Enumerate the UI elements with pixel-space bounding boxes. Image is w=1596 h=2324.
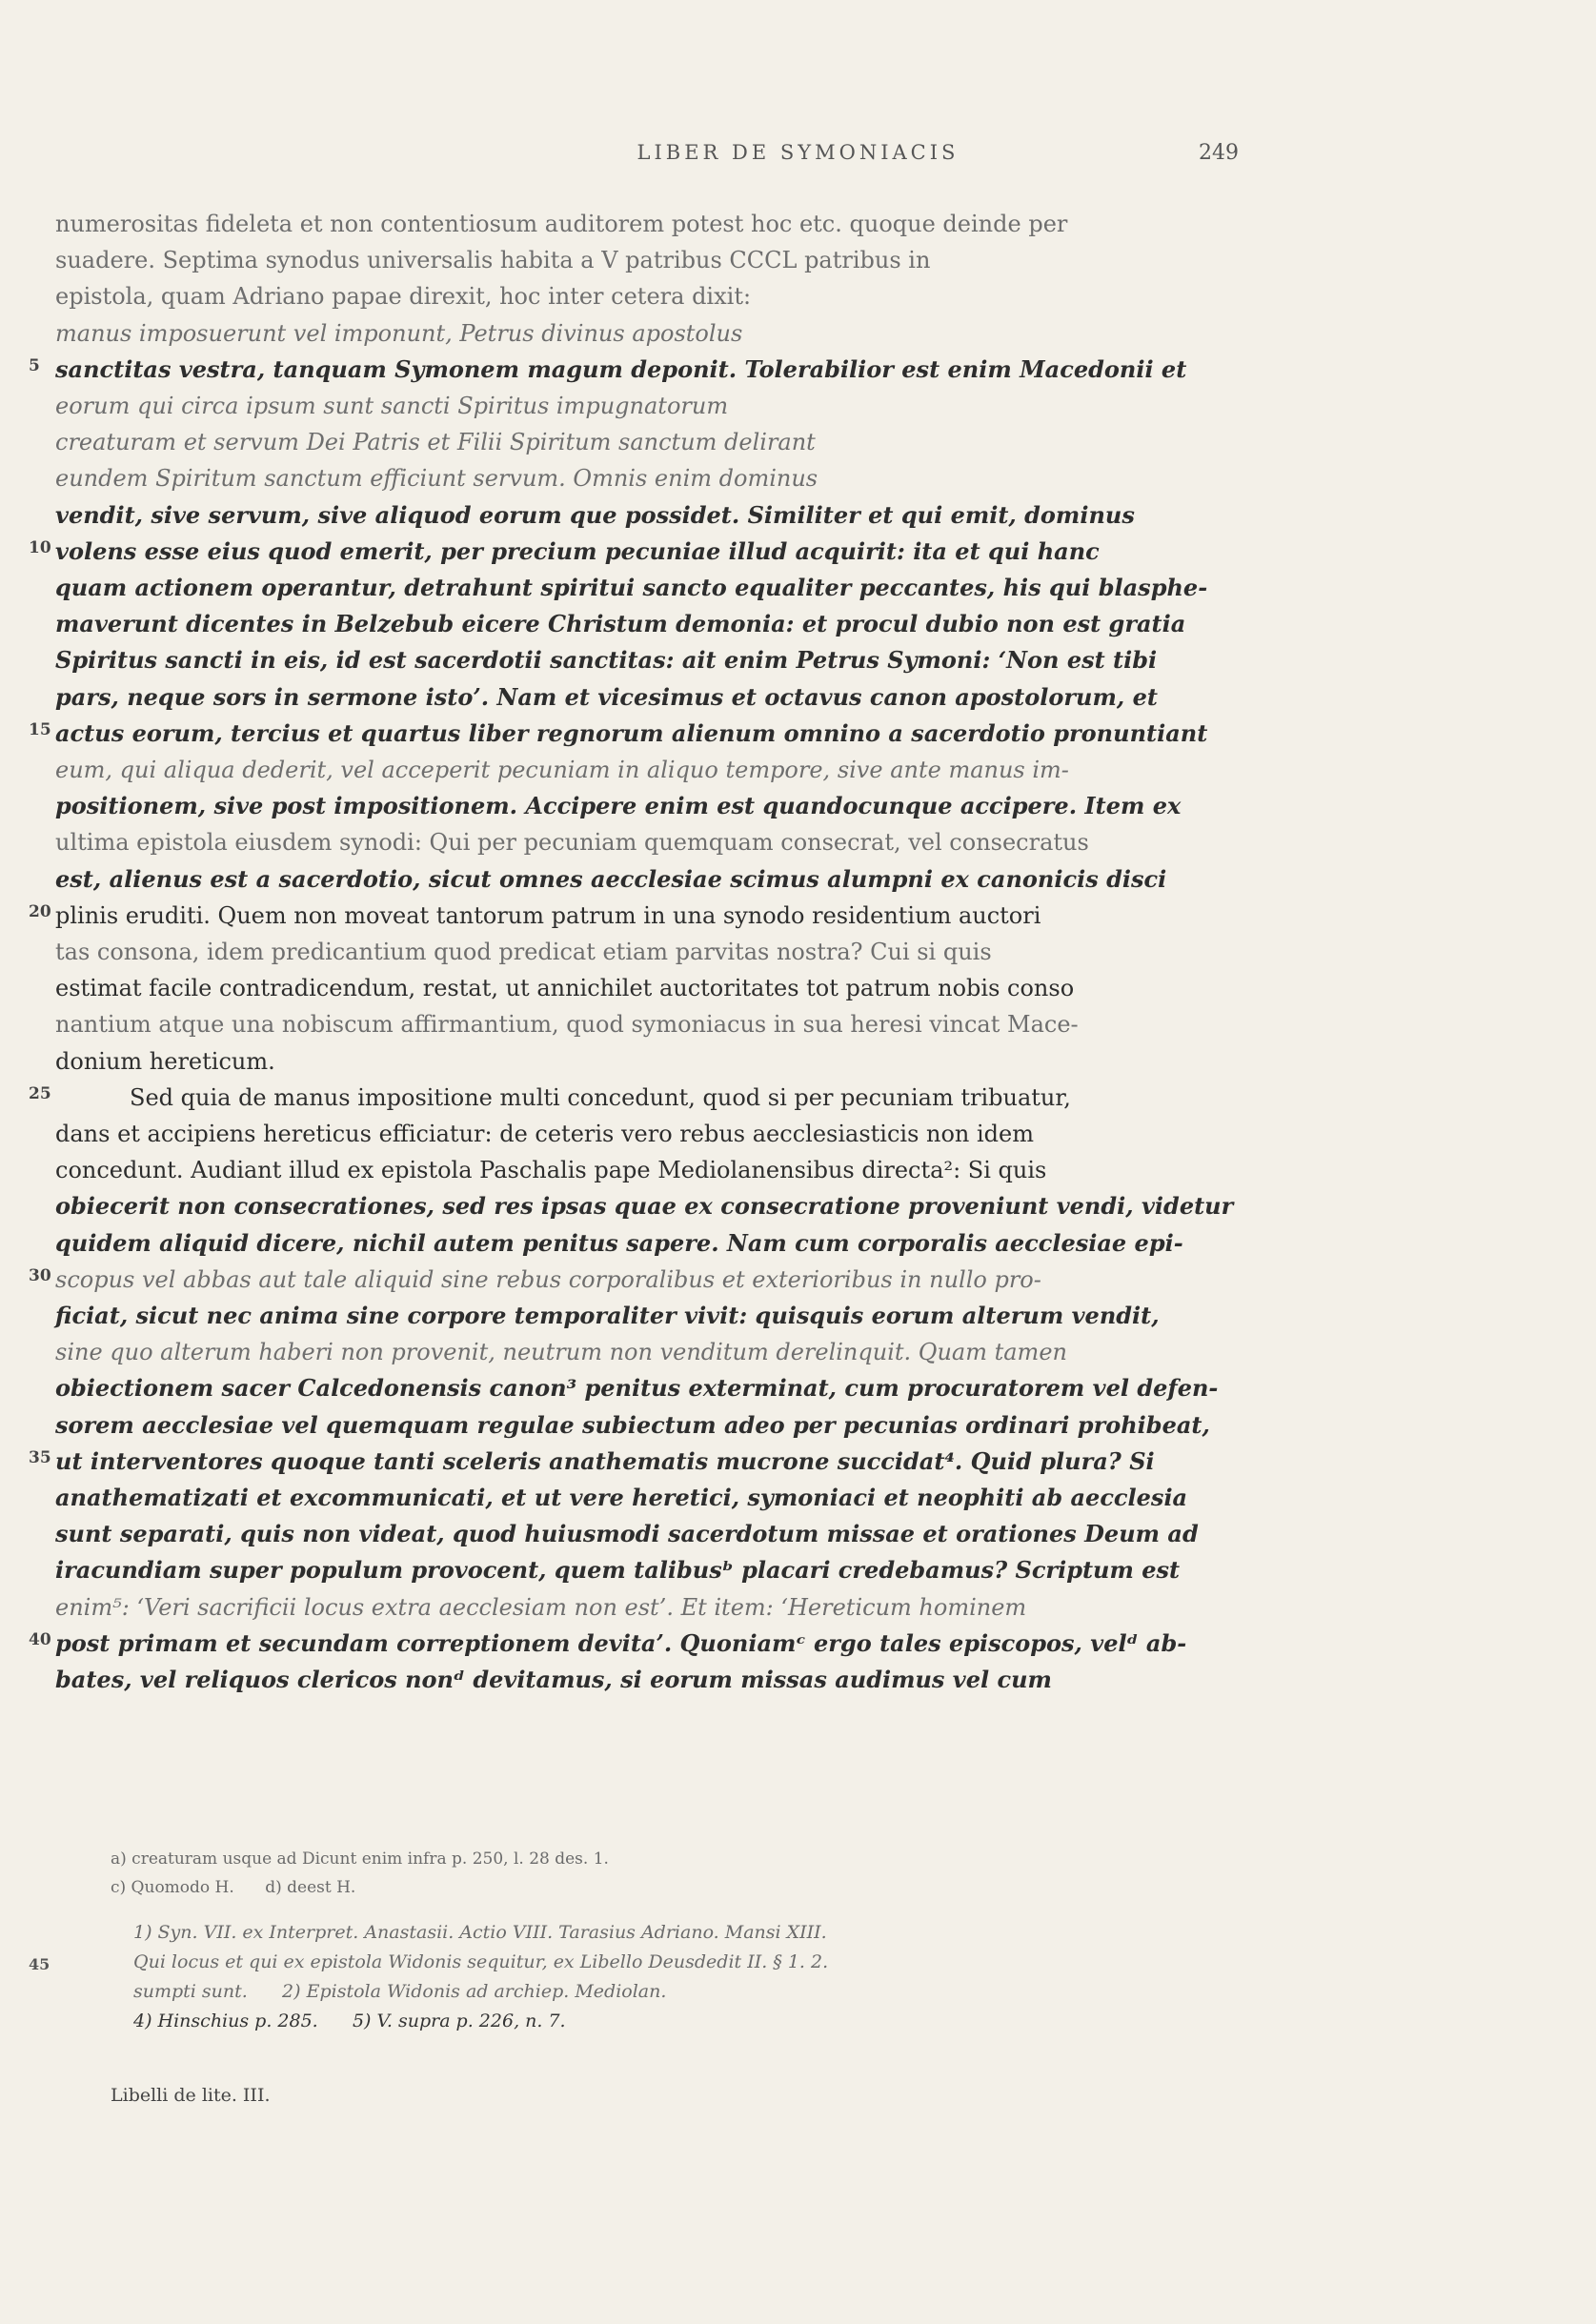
text-line	[0, 898, 1596, 934]
line-text: volens esse eius quod emerit, per precium pecuniae illud acquirit: ita et qui hanc	[55, 536, 1100, 565]
text-line	[0, 606, 1596, 642]
line-text: Spiritus sancti in eis, id est sacerdotii sanctitas: ait enim Petrus Symoni: ‘Non est tibi	[55, 646, 1158, 675]
text-line	[0, 1334, 1596, 1370]
footnote	[0, 1922, 1596, 1950]
line-number: 15	[29, 719, 51, 739]
text-line	[0, 1552, 1596, 1588]
text-line	[0, 1080, 1596, 1116]
line-text: Sed quia de manus impositione multi concedunt, quod si per pecuniam tribuatur,	[130, 1083, 1071, 1111]
text-line	[0, 642, 1596, 678]
text-line	[0, 534, 1596, 570]
text-line	[0, 1407, 1596, 1444]
text-line	[0, 1006, 1596, 1042]
line-text: quidem aliquid dicere, nichil autem penitus sapere. Nam cum corporalis aecclesiae epi-	[55, 1228, 1183, 1257]
line-text: maverunt dicentes in Belzebub eicere Christum demonia: et procul dubio non est gratia	[55, 610, 1186, 638]
text-line	[0, 1516, 1596, 1552]
line-text: actus eorum, tercius et quartus liber regnorum alienum omnino a sacerdotio pronuntiant	[55, 718, 1208, 747]
line-text: sunt separati, quis non videat, quod huiusmodi sacerdotum missae et orationes Deum ad	[55, 1520, 1199, 1548]
line-text: ut interventores quoque tanti sceleris anathematis mucrone succidat⁴. Quid plura? Si	[55, 1446, 1155, 1475]
text-line	[0, 278, 1596, 314]
text-line	[0, 824, 1596, 860]
line-text: bates, vel reliquos clericos nonᵈ devitamus, si eorum missas audimus vel cum	[55, 1666, 1052, 1693]
text-line	[0, 1370, 1596, 1406]
line-text: eum, qui aliqua dederit, vel acceperit pecuniam in aliquo tempore, sive ante manus im-	[55, 757, 1069, 783]
line-text: post primam et secundam correptionem devita’. Quoniamᶜ ergo tales episcopos, velᵈ ab-	[55, 1628, 1187, 1657]
line-number: 35	[29, 1447, 51, 1467]
line-text: anathematizati et excommunicati, et ut vere heretici, symoniaci et neophiti ab aecclesia	[55, 1484, 1188, 1511]
text-line	[0, 970, 1596, 1006]
line-text: epistola, quam Adriano papae direxit, hoc inter cetera dixit:	[55, 283, 758, 311]
apparatus-note: a) creaturam usque ad Dicunt enim infra p. 250, l. 28 des. 1.	[111, 1849, 609, 1869]
footnote	[0, 1951, 1596, 1980]
text-line	[0, 679, 1596, 716]
text-line	[0, 1298, 1596, 1334]
page-header	[0, 141, 1596, 170]
line-text: suadere. Septima synodus universalis habita a V patribus CCCL patribus in	[55, 247, 931, 274]
line-text: obiecerit non consecrationes, sed res ipsas quae ex consecratione proveniunt vendi, videtur	[55, 1192, 1234, 1221]
footnote	[0, 1981, 1596, 2010]
line-text: eorum qui circa ipsum sunt sancti Spiritus impugnatorum	[55, 393, 729, 419]
text-line	[0, 1188, 1596, 1224]
line-text: tas consona, idem predicantium quod predicat etiam parvitas nostra? Cui si quis	[55, 939, 992, 965]
line-text: creaturam et servum Dei Patris et Filii Spiritum sanctum delirant	[55, 429, 816, 456]
line-text: eundem Spiritum sanctum efficiunt servum. Omnis enim dominus	[55, 465, 818, 493]
text-line	[0, 570, 1596, 606]
footnote-text: Qui locus et qui ex epistola Widonis sequitur, ex Libello Deusdedit II. § 1. 2.	[133, 1951, 829, 1972]
line-text: sorem aecclesiae vel quemquam regulae subiectum adeo per pecunias ordinari prohibeat,	[55, 1410, 1210, 1439]
footnote-line-number: 45	[29, 1955, 51, 1973]
line-text: numerositas fideleta et non contentiosum auditorem potest hoc etc. quoque deinde per	[55, 211, 1068, 237]
line-text: plinis eruditi. Quem non moveat tantorum patrum in una synodo residentium auctori	[55, 901, 1041, 929]
line-text: ultima epistola eiusdem synodi: Qui per pecuniam quemquam consecrat, vel consecratus	[55, 829, 1089, 857]
line-text: vendit, sive servum, sive aliquod eorum que possidet. Similiter et qui emit, dominus	[55, 500, 1135, 529]
text-line	[0, 716, 1596, 752]
text-line	[0, 388, 1596, 424]
text-line	[0, 1626, 1596, 1662]
text-line	[0, 460, 1596, 496]
text-line	[0, 352, 1596, 388]
text-line	[0, 1662, 1596, 1698]
line-text: est, alienus est a sacerdotio, sicut omnes aecclesiae scimus alumpni ex canonicis disci	[55, 864, 1167, 893]
text-line	[0, 497, 1596, 534]
line-number: 25	[29, 1083, 51, 1103]
text-line	[0, 424, 1596, 460]
line-text: manus imposuerunt vel imponunt, Petrus divinus apostolus	[55, 319, 743, 347]
line-number: 5	[29, 355, 40, 375]
text-line	[0, 934, 1596, 970]
line-text: obiectionem sacer Calcedonensis canon³ penitus exterminat, cum procuratorem vel defen-	[55, 1374, 1219, 1403]
line-text: pars, neque sors in sermone isto’. Nam et vicesimus et octavus canon apostolorum, et	[55, 682, 1158, 711]
line-number: 30	[29, 1265, 51, 1285]
text-line	[0, 1444, 1596, 1480]
line-text: quam actionem operantur, detrahunt spiritui sancto equaliter peccantes, his qui blasphe-	[55, 574, 1208, 601]
page-number: 249	[1199, 141, 1239, 165]
footnote-text: 4) Hinschius p. 285. 5) V. supra p. 226, n. 7.	[133, 2011, 566, 2031]
line-text: sine quo alterum haberi non provenit, neutrum non venditum derelinquit. Quam tamen	[55, 1339, 1067, 1366]
line-text: estimat facile contradicendum, restat, ut annichilet auctoritates tot patrum nobis conso	[55, 975, 1075, 1002]
text-line	[0, 1116, 1596, 1152]
line-text: scopus vel abbas aut tale aliquid sine rebus corporalibus et exterioribus in nullo pro-	[55, 1265, 1041, 1293]
line-text: sanctitas vestra, tanquam Symonem magum deponit. Tolerabilior est enim Macedonii et	[55, 354, 1187, 383]
apparatus-note: c) Quomodo H. d) deest H.	[111, 1878, 356, 1897]
footnote-text: 1) Syn. VII. ex Interpret. Anastasii. Actio VIII. Tarasius Adriano. Mansi XIII.	[133, 1922, 827, 1943]
line-text: concedunt. Audiant illud ex epistola Paschalis pape Mediolanensibus directa²: Si quis	[55, 1157, 1047, 1184]
text-line	[0, 315, 1596, 352]
text-line	[0, 752, 1596, 788]
line-text: donium hereticum.	[55, 1047, 275, 1075]
text-line	[0, 1262, 1596, 1298]
line-text: positionem, sive post impositionem. Accipere enim est quandocunque accipere. Item ex	[55, 792, 1182, 820]
line-number: 10	[29, 537, 51, 557]
running-head: LIBER DE SYMONIACIS	[636, 141, 960, 164]
text-line	[0, 1225, 1596, 1262]
text-line	[0, 242, 1596, 278]
text-line	[0, 1480, 1596, 1516]
text-line	[0, 861, 1596, 898]
text-line	[0, 1589, 1596, 1626]
footnote-text: sumpti sunt. 2) Epistola Widonis ad archiep. Mediolan.	[133, 1981, 667, 2002]
signature-line: Libelli de lite. III.	[111, 2085, 271, 2106]
text-line	[0, 206, 1596, 242]
text-line	[0, 1152, 1596, 1188]
text-line	[0, 788, 1596, 824]
line-number: 40	[29, 1629, 51, 1649]
line-number: 20	[29, 901, 51, 921]
line-text: enim⁵: ‘Veri sacrificii locus extra aecclesiam non est’. Et item: ‘Hereticum hominem	[55, 1593, 1027, 1621]
text-line	[0, 1043, 1596, 1080]
line-text: dans et accipiens hereticus efficiatur: de ceteris vero rebus aecclesiasticis non idem	[55, 1121, 1035, 1147]
line-text: iracundiam super populum provocent, quem talibusᵇ placari credebamus? Scriptum est	[55, 1556, 1181, 1585]
line-text: ficiat, sicut nec anima sine corpore temporaliter vivit: quisquis eorum alterum vendit,	[55, 1302, 1160, 1329]
line-text: nantium atque una nobiscum affirmantium, quod symoniacus in sua heresi vincat Mace-	[55, 1011, 1079, 1039]
footnote	[0, 2011, 1596, 2039]
